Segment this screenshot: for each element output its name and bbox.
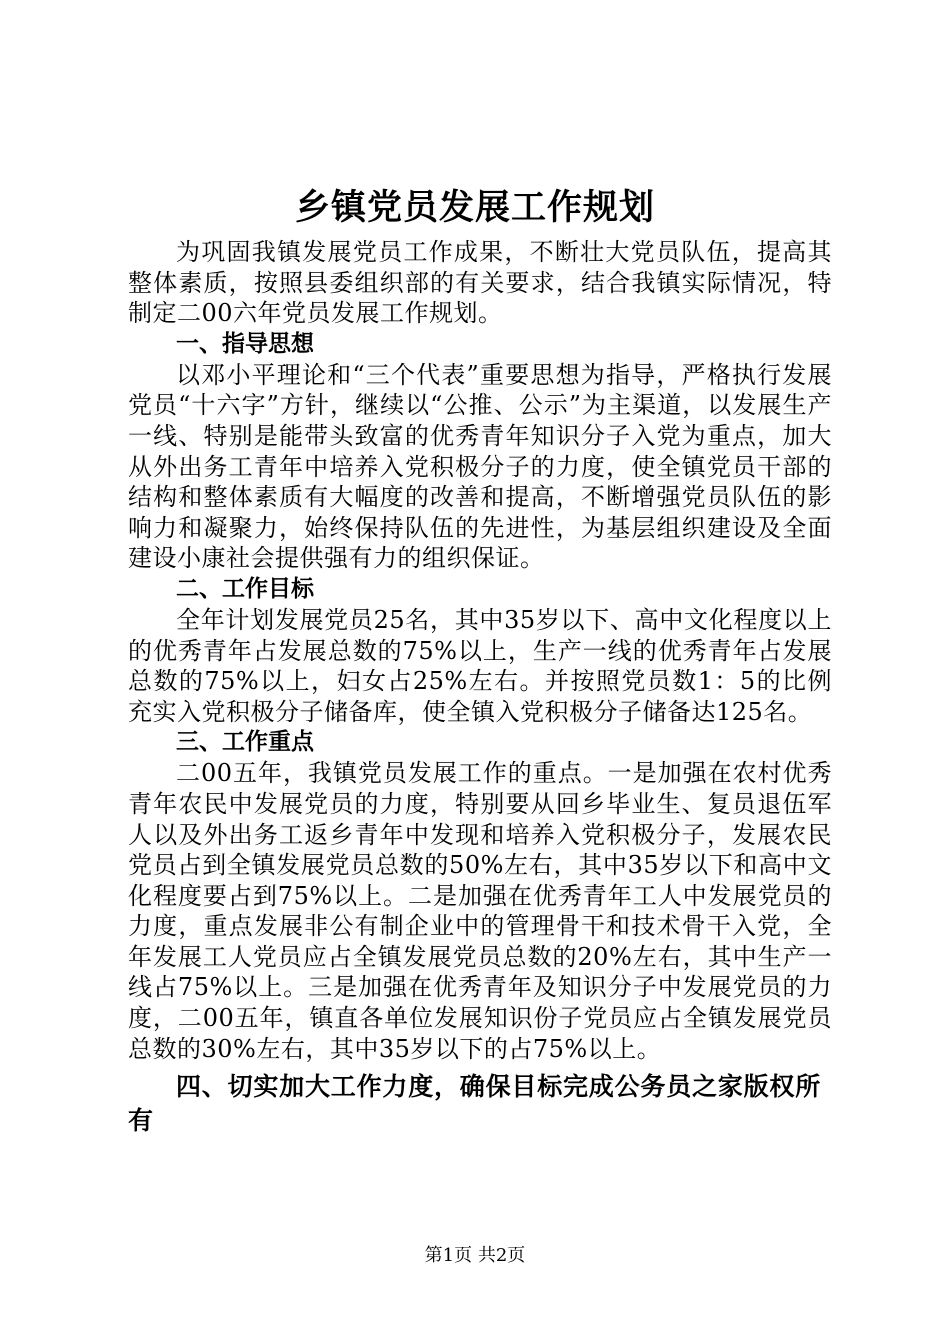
section-heading-guiding-thought: 一、指导思想 <box>176 330 314 357</box>
page-number-footer: 第1页 共2页 <box>424 1245 526 1266</box>
section-body-guiding-thought: 以邓小平理论和“三个代表”重要思想为指导，严格执行发展党员“十六字”方针，继续以“公推、公示”为主渠道，以发展生产一线、特别是能带头致富的优秀青年知识分子入党为重点，加大从外出务工青年中培养入党积极分子的力度，使全镇党员干部的结构和整体素质有大幅度的改善和提高，不断增强党员队伍的影响力和凝聚力，始终保持队伍的先进性，为基层组织建设及全面建设小康社会提供强有力的组织保证。 <box>128 360 832 573</box>
document-body <box>128 237 832 1138</box>
section-body-work-focus: 二00五年，我镇党员发展工作的重点。一是加强在农村优秀青年农民中发展党员的力度，特别要从回乡毕业生、复员退伍军人以及外出务工返乡青年中发现和培养入党积极分子，发展农民党员占到全镇发展党员总数的50%左右，其中35岁以下和高中文化程度要占到75%以上。二是加强在优秀青年工人中发展党员的力度，重点发展非公有制企业中的管理骨干和技术骨干入党，全年发展工人党员应占全镇发展党员总数的20%左右，其中生产一线占75%以上。三是加强在优秀青年及知识分子中发展党员的力度，二00五年，镇直各单位发展知识份子党员应占全镇发展党员总数的30%左右，其中35岁以下的占75%以上。 <box>128 759 832 1063</box>
section-heading-work-focus: 三、工作重点 <box>176 729 314 756</box>
intro-paragraph: 为巩固我镇发展党员工作成果，不断壮大党员队伍，提高其整体素质，按照县委组织部的有关要求，结合我镇实际情况，特制定二00六年党员发展工作规划。 <box>128 238 832 328</box>
document-title: 乡镇党员发展工作规划 <box>294 188 655 228</box>
section-heading-work-goals: 二、工作目标 <box>176 575 314 602</box>
section-body-work-goals: 全年计划发展党员25名，其中35岁以下、高中文化程度以上的优秀青年占发展总数的75%以上，生产一线的优秀青年占发展总数的75%以上，妇女占25%左右。并按照党员数1：5的比例充实入党积极分子储备库，使全镇入党积极分子储备达125名。 <box>128 605 832 726</box>
section-heading-increase-effort: 四、切实加大工作力度，确保目标完成公务员之家版权所有 <box>128 1072 822 1136</box>
